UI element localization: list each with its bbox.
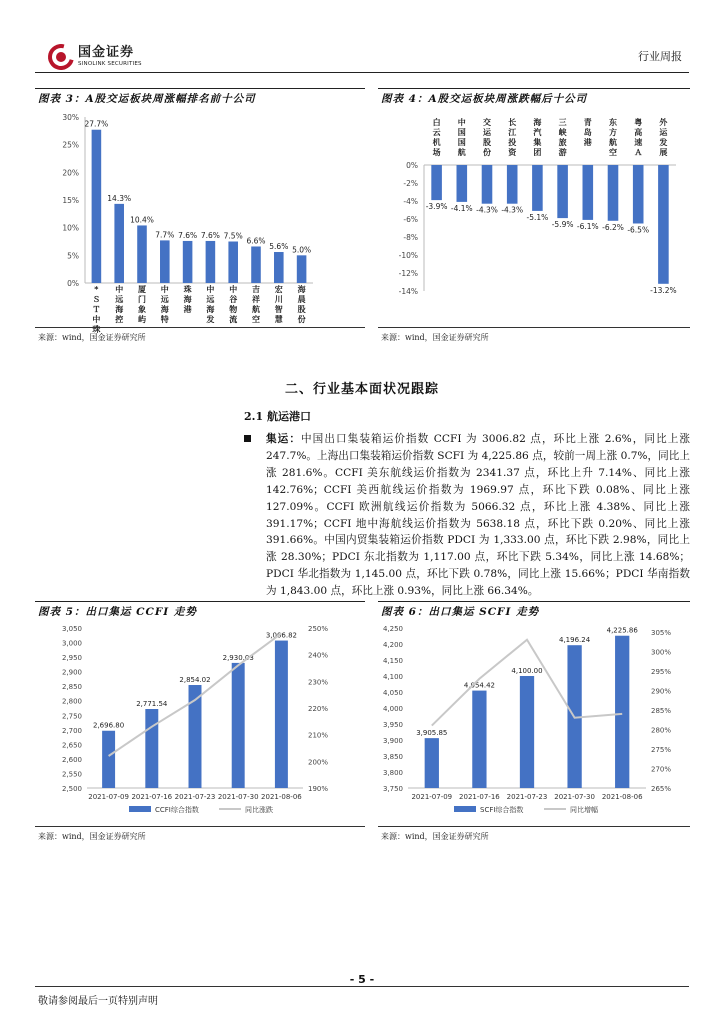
fig3-category-label: 中远海发 [206,285,215,324]
fig4-ytick-label: -2% [403,179,418,188]
fig6-yleft-tick-label: 4,000 [382,705,403,713]
fig6-xtick-label: 2021-07-30 [554,793,595,801]
fig5-yright-tick-label: 240% [308,651,329,660]
fig3-ytick-label: 30% [62,113,79,122]
fig3-source-line [35,327,365,328]
fig5-yleft-tick-label: 2,950 [61,654,82,663]
fig6-xtick-label: 2021-07-23 [506,793,548,801]
fig4-category-label: 交运股份 [483,118,491,157]
fig5-chart [35,620,365,826]
fig5-xtick-label: 2021-07-09 [88,793,129,801]
fig5-data-label: 2,696.80 [93,721,125,730]
fig6-chart [378,620,690,826]
fig3-ytick-label: 25% [62,140,79,150]
fig3-chart [35,107,365,334]
fig5-data-label: 2,771.54 [136,700,168,709]
fig5-caption: 图表 5：出口集运 CCFI 走势 [38,606,197,618]
fig4-data-label: -4.1% [450,203,473,213]
fig4-category-label: 青岛港 [583,118,592,147]
fig3-data-label: 10.4% [130,215,154,225]
fig4-data-label: -4.3% [501,205,524,215]
logo-icon [48,44,74,70]
fig6-data-label: 4,196.24 [559,636,591,645]
fig5-legend-line-label: 同比涨跌 [245,806,273,814]
fig4-caption-line [378,88,690,89]
fig5-xtick-label: 2021-07-30 [217,793,259,801]
fig6-yright-tick-label: 290% [651,687,672,696]
fig4-bar [507,165,518,204]
fig3-ytick-label: 20% [62,168,79,178]
fig5-source: 来源：wind，国金证券研究所 [38,832,146,841]
fig4-data-label: -4.3% [476,205,498,215]
fig6-data-label: 4,225.86 [606,626,638,635]
fig4-category-label: 东方航空 [609,118,617,157]
fig3-category-label: 宏川智慧 [274,285,283,324]
fig5-yright-tick-label: 220% [308,705,329,713]
fig6-legend-bar-label: SCFI综合指数 [480,806,524,814]
fig4-bar [457,165,468,202]
fig3-caption-line [35,88,365,89]
fig4-source-line [378,327,690,328]
fig5-bar [232,663,245,788]
fig6-yleft-tick-label: 3,850 [382,753,403,761]
fig5-data-label: 2,930.03 [222,653,254,662]
fig5-bar [145,709,158,788]
paragraph-label: 集运： [266,433,301,445]
fig4-data-label: -13.2% [650,285,677,295]
logo-cn-text: 国金证券 [78,45,135,61]
fig3-bar [137,225,147,283]
fig6-data-label: 3,905.85 [416,729,448,738]
fig6-legend-bar-swatch [454,806,476,812]
fig3-category-label: *ＳＴ中珠 [92,285,101,334]
fig4-data-label: -5.9% [551,220,574,230]
fig5-yright-tick-label: 230% [308,678,329,687]
fig5-yleft-tick-label: 2,900 [61,668,82,677]
fig3-data-label: 7.7% [155,230,175,240]
fig3-bar [251,246,261,283]
fig6-yright-tick-label: 265% [651,785,672,793]
fig5-data-label: 2,854.02 [179,676,211,685]
fig4-category-label: 中国国航 [457,118,466,157]
fig6-data-label: 4,054.42 [463,681,495,690]
fig5-data-label: 3,006.82 [265,631,297,640]
fig3-caption: 图表 3：A股交运板块周涨幅排名前十公司 [38,93,256,105]
fig6-yright-tick-label: 280% [651,726,672,735]
fig5-yleft-tick-label: 2,800 [61,697,82,706]
fig6-xtick-label: 2021-07-09 [411,793,453,801]
fig6-yright-tick-label: 275% [651,745,672,754]
fig5-legend-bar-label: CCFI综合指数 [155,806,199,814]
fig6-yright-tick-label: 285% [651,706,672,715]
footer-disclaimer: 敬请参阅最后一页特别声明 [38,996,158,1007]
fig3-data-label: 14.3% [107,193,132,203]
fig6-yleft-tick-label: 4,200 [382,641,403,649]
fig4-data-label: -6.5% [627,225,650,235]
fig4-bar [431,165,442,200]
fig3-ytick-label: 5% [67,251,79,261]
logo-en-text: SINOLINK SECURITIES [78,61,142,68]
fig6-data-label: 4,100.00 [511,667,543,675]
fig3-category-label: 厦门象屿 [138,285,146,324]
fig4-category-label: 外运发展 [659,118,668,157]
fig3-bar [228,242,238,284]
fig3-bar [92,130,102,283]
fig5-yleft-tick-label: 2,650 [61,741,82,750]
paragraph-container-shipping [244,431,690,600]
fig4-caption: 图表 4：A股交运板块周涨跌幅后十公司 [381,93,588,105]
fig5-source-line [35,826,365,827]
fig6-bar [520,676,534,788]
fig3-data-label: 7.6% [200,230,220,240]
fig5-yleft-tick-label: 2,550 [61,770,82,779]
fig4-ytick-label: -14% [398,287,418,296]
fig6-yright-tick-label: 300% [651,648,672,657]
fig6-yleft-tick-label: 4,150 [382,657,403,665]
fig6-bar [615,636,629,788]
fig3-category-label: 中远海特 [160,285,169,324]
fig3-data-label: 5.6% [269,242,289,252]
fig3-bar [206,241,216,283]
fig5-caption-line [35,601,365,602]
fig6-source-line [378,826,690,827]
fig4-data-label: -5.1% [526,212,549,222]
fig5-yleft-tick-label: 2,750 [61,712,82,721]
fig4-ytick-label: -12% [398,269,418,278]
fig3-bar [274,252,284,283]
fig3-category-label: 珠海港 [183,285,192,314]
fig6-yright-tick-label: 295% [651,667,672,676]
fig3-bar [183,241,193,283]
fig5-yleft-tick-label: 2,850 [61,683,82,692]
fig3-source: 来源：wind，国金证券研究所 [38,333,146,342]
fig4-data-label: -6.2% [602,222,624,232]
fig3-ytick-label: 10% [62,223,79,233]
fig4-bar [583,165,594,220]
fig6-yleft-tick-label: 3,750 [382,785,403,793]
fig5-yright-tick-label: 200% [308,758,329,767]
fig6-yright-tick-label: 270% [651,765,672,774]
fig6-source: 来源：wind，国金证券研究所 [381,832,489,841]
fig6-yleft-tick-label: 4,250 [382,625,403,633]
paragraph-body: 中国出口集装箱运价指数 CCFI 为 3006.82 点，环比上涨 2.6%，同比上涨 247.7%。上海出口集装箱运价指数 SCFI 为 4,225.86 点，较前一周上涨 0.7%，同比上涨 281.6%。CCFI 美东航线运价指数为 2341.37 点，环比上升 7.14%、同比上涨 142.76%；CCFI 美西航线运价指数为 1969.97 点，环比下跌 0.08%、同比上涨 127.09%。CCFI 欧洲航线运价指数为 5066.32 点，环比上涨 4.38%、同比上涨 391.17%；CCFI 地中海航线运价指数为 5638.18 点，环比下跌 0.20%、同比上涨 391.66%。中国内贸集装箱运价指数 PDCI 为 1,333.00 点，环比下跌 2.98%，同比上涨 28.30%；PDCI 东北指数为 1,117.00 点，环比下跌 5.34%，同比上涨 14.68%；PDCI 华北指数为 1,145.00 点，环比下跌 0.78%，同比上涨 15.66%；PDCI 华南指数为 1,843.00 点，环比上涨 0.93%，同比上涨 66.34%。 [266,433,690,598]
header-divider [35,72,689,73]
fig3-category-label: 中谷物流 [229,285,238,324]
fig6-yleft-tick-label: 4,100 [382,673,403,681]
fig6-yleft-tick-label: 3,800 [382,769,403,777]
fig5-bar [275,641,288,788]
fig3-data-label: 7.5% [223,231,243,241]
fig5-bar [102,731,115,788]
fig3-bar [160,240,170,283]
fig3-data-label: 7.6% [178,230,198,240]
doc-type-label: 行业周报 [638,50,682,63]
fig5-yright-tick-label: 190% [308,785,329,793]
fig6-bar [425,738,439,788]
fig4-source: 来源：wind，国金证券研究所 [381,333,489,342]
fig3-bar [114,204,124,283]
subsection-title: 2.1 航运港口 [244,410,311,423]
fig5-yleft-tick-label: 3,000 [61,639,82,648]
fig5-yright-tick-label: 210% [308,731,329,740]
fig4-bar [482,165,493,204]
fig3-category-label: 海晨股份 [297,285,306,324]
fig5-xtick-label: 2021-07-16 [131,793,173,801]
fig4-category-label: 三峡旅游 [558,118,567,157]
fig4-ytick-label: -10% [398,251,418,260]
fig4-category-label: 白云机场 [432,118,441,157]
fig4-bar [532,165,543,211]
fig3-ytick-label: 0% [67,279,79,288]
fig4-bar [557,165,568,218]
fig4-data-label: -3.9% [425,202,448,212]
fig5-xtick-label: 2021-07-23 [174,793,216,801]
footer-divider [35,986,689,987]
fig4-ytick-label: -4% [403,197,418,206]
fig4-ytick-label: -6% [403,215,418,224]
fig4-chart [378,107,690,327]
fig6-xtick-label: 2021-08-06 [601,793,643,801]
fig6-legend-line-label: 同比增幅 [570,806,598,814]
page-number: - 5 - [349,973,375,986]
fig4-ytick-label: -8% [403,233,418,242]
fig6-xtick-label: 2021-07-16 [459,793,500,801]
fig4-data-label: -6.1% [576,221,599,231]
fig5-yleft-tick-label: 2,600 [61,755,82,764]
fig6-yright-tick-label: 305% [651,628,672,637]
fig4-ytick-label: 0% [406,161,418,170]
fig4-bar [633,165,644,224]
fig3-data-label: 5.0% [292,245,312,255]
fig6-yleft-tick-label: 3,950 [382,721,403,729]
fig6-caption-line [378,601,690,602]
fig5-yright-tick-label: 250% [308,625,329,633]
fig5-yleft-tick-label: 3,050 [61,625,82,633]
fig4-bar [658,165,669,284]
fig3-data-label: 27.7% [84,119,109,129]
fig4-category-label: 长江投资 [508,118,517,157]
fig3-ytick-label: 15% [62,196,79,205]
fig4-bar [608,165,619,221]
fig3-category-label: 吉祥航空 [252,285,260,324]
fig3-bar [297,255,307,283]
fig3-category-label: 中远海控 [115,285,124,324]
fig6-bar [472,691,486,788]
fig6-caption: 图表 6：出口集运 SCFI 走势 [381,606,540,618]
fig6-yleft-tick-label: 3,900 [382,737,403,745]
company-logo [48,42,160,72]
fig5-yleft-tick-label: 2,500 [61,785,82,793]
section-title: 二、行业基本面状况跟踪 [284,382,439,397]
fig5-legend-bar-swatch [129,806,151,812]
fig5-yleft-tick-label: 2,700 [61,726,82,735]
fig6-yleft-tick-label: 4,050 [382,689,403,697]
fig4-category-label: 粤高速Ａ [634,118,643,157]
fig3-data-label: 6.6% [246,236,266,246]
fig4-category-label: 海汽集团 [533,118,542,157]
fig5-xtick-label: 2021-08-06 [261,793,302,801]
